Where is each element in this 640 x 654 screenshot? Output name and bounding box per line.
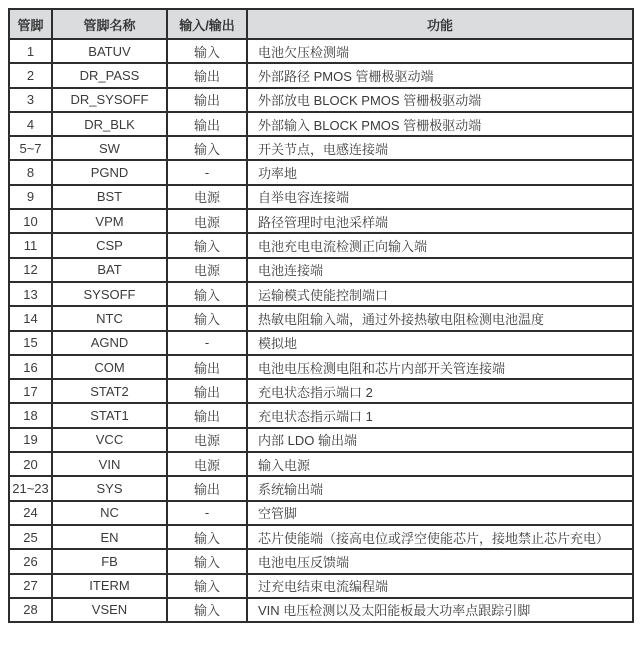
pin-cell: 11: [9, 233, 52, 257]
function-cell: 功率地: [247, 160, 633, 184]
table-header-row: [9, 9, 633, 39]
io-cell: 输入: [167, 574, 247, 598]
io-cell: 输出: [167, 112, 247, 136]
column-header-pin: 管脚: [9, 9, 52, 39]
pin-name-cell: VPM: [52, 209, 167, 233]
function-cell: 外部输入 BLOCK PMOS 管栅极驱动端: [247, 112, 633, 136]
io-cell: 输入: [167, 525, 247, 549]
io-cell: 输入: [167, 306, 247, 330]
io-cell: -: [167, 331, 247, 355]
table-row: [9, 136, 633, 160]
table-row: [9, 574, 633, 598]
function-cell: 电池电压检测电阻和芯片内部开关管连接端: [247, 355, 633, 379]
function-cell: 芯片使能端（接高电位或浮空使能芯片，接地禁止芯片充电）: [247, 525, 633, 549]
pin-cell: 9: [9, 185, 52, 209]
pin-name-cell: VSEN: [52, 598, 167, 622]
io-cell: 输入: [167, 39, 247, 63]
pin-cell: 19: [9, 428, 52, 452]
io-cell: -: [167, 160, 247, 184]
io-cell: 输入: [167, 549, 247, 573]
function-cell: 外部路径 PMOS 管栅极驱动端: [247, 63, 633, 87]
io-cell: 电源: [167, 428, 247, 452]
pin-name-cell: DR_BLK: [52, 112, 167, 136]
table-row: [9, 476, 633, 500]
pin-cell: 10: [9, 209, 52, 233]
function-cell: 电池欠压检测端: [247, 39, 633, 63]
table-row: [9, 282, 633, 306]
io-cell: 电源: [167, 185, 247, 209]
pin-cell: 2: [9, 63, 52, 87]
pin-cell: 21~23: [9, 476, 52, 500]
pin-cell: 16: [9, 355, 52, 379]
table-row: [9, 403, 633, 427]
io-cell: 电源: [167, 258, 247, 282]
pin-name-cell: SYSOFF: [52, 282, 167, 306]
pin-cell: 24: [9, 501, 52, 525]
pin-name-cell: NC: [52, 501, 167, 525]
table-row: [9, 185, 633, 209]
function-cell: 充电状态指示端口 2: [247, 379, 633, 403]
table-row: [9, 160, 633, 184]
pin-cell: 17: [9, 379, 52, 403]
function-cell: 外部放电 BLOCK PMOS 管栅极驱动端: [247, 88, 633, 112]
pin-name-cell: PGND: [52, 160, 167, 184]
function-cell: 自举电容连接端: [247, 185, 633, 209]
pin-name-cell: STAT1: [52, 403, 167, 427]
pin-cell: 15: [9, 331, 52, 355]
io-cell: 输入: [167, 598, 247, 622]
pin-name-cell: FB: [52, 549, 167, 573]
io-cell: 电源: [167, 452, 247, 476]
pin-cell: 26: [9, 549, 52, 573]
pin-cell: 14: [9, 306, 52, 330]
function-cell: 输入电源: [247, 452, 633, 476]
table-row: [9, 331, 633, 355]
function-cell: 模拟地: [247, 331, 633, 355]
io-cell: 输出: [167, 355, 247, 379]
pin-name-cell: STAT2: [52, 379, 167, 403]
table-row: [9, 452, 633, 476]
function-cell: 电池充电电流检测正向输入端: [247, 233, 633, 257]
function-cell: 电池电压反馈端: [247, 549, 633, 573]
function-cell: 过充电结束电流编程端: [247, 574, 633, 598]
function-cell: 开关节点，电感连接端: [247, 136, 633, 160]
io-cell: 输入: [167, 136, 247, 160]
table-row: [9, 88, 633, 112]
column-header-function: 功能: [247, 9, 633, 39]
column-header-io: 输入/输出: [167, 9, 247, 39]
io-cell: -: [167, 501, 247, 525]
table-row: [9, 258, 633, 282]
pin-name-cell: VIN: [52, 452, 167, 476]
pin-name-cell: EN: [52, 525, 167, 549]
pin-table-container: [8, 8, 634, 623]
table-row: [9, 501, 633, 525]
pin-cell: 13: [9, 282, 52, 306]
function-cell: 内部 LDO 输出端: [247, 428, 633, 452]
io-cell: 输出: [167, 476, 247, 500]
table-body: [9, 39, 633, 622]
pin-name-cell: VCC: [52, 428, 167, 452]
function-cell: 空管脚: [247, 501, 633, 525]
table-row: [9, 549, 633, 573]
pin-name-cell: AGND: [52, 331, 167, 355]
table-row: [9, 428, 633, 452]
function-cell: 系统输出端: [247, 476, 633, 500]
pin-name-cell: NTC: [52, 306, 167, 330]
table-header: [9, 9, 633, 39]
pin-cell: 18: [9, 403, 52, 427]
io-cell: 电源: [167, 209, 247, 233]
pin-name-cell: SW: [52, 136, 167, 160]
pin-cell: 25: [9, 525, 52, 549]
pin-cell: 5~7: [9, 136, 52, 160]
table-row: [9, 63, 633, 87]
function-cell: 运输模式使能控制端口: [247, 282, 633, 306]
pin-name-cell: DR_PASS: [52, 63, 167, 87]
pin-name-cell: ITERM: [52, 574, 167, 598]
table-row: [9, 233, 633, 257]
io-cell: 输入: [167, 233, 247, 257]
pin-name-cell: CSP: [52, 233, 167, 257]
table-row: [9, 379, 633, 403]
function-cell: 充电状态指示端口 1: [247, 403, 633, 427]
pin-cell: 3: [9, 88, 52, 112]
pin-cell: 12: [9, 258, 52, 282]
pin-cell: 8: [9, 160, 52, 184]
table-row: [9, 112, 633, 136]
pin-name-cell: BST: [52, 185, 167, 209]
function-cell: 路径管理时电池采样端: [247, 209, 633, 233]
table-row: [9, 355, 633, 379]
io-cell: 输出: [167, 63, 247, 87]
function-cell: 热敏电阻输入端，通过外接热敏电阻检测电池温度: [247, 306, 633, 330]
pin-cell: 27: [9, 574, 52, 598]
pin-cell: 4: [9, 112, 52, 136]
io-cell: 输出: [167, 403, 247, 427]
column-header-pin-name: 管脚名称: [52, 9, 167, 39]
table-row: [9, 306, 633, 330]
pin-name-cell: COM: [52, 355, 167, 379]
function-cell: VIN 电压检测以及太阳能板最大功率点跟踪引脚: [247, 598, 633, 622]
io-cell: 输出: [167, 379, 247, 403]
table-row: [9, 525, 633, 549]
table-row: [9, 598, 633, 622]
pin-cell: 28: [9, 598, 52, 622]
function-cell: 电池连接端: [247, 258, 633, 282]
pin-cell: 1: [9, 39, 52, 63]
pin-name-cell: BATUV: [52, 39, 167, 63]
io-cell: 输入: [167, 282, 247, 306]
pin-name-cell: BAT: [52, 258, 167, 282]
pin-function-table: [8, 8, 634, 623]
table-row: [9, 209, 633, 233]
table-row: [9, 39, 633, 63]
pin-name-cell: DR_SYSOFF: [52, 88, 167, 112]
pin-name-cell: SYS: [52, 476, 167, 500]
pin-cell: 20: [9, 452, 52, 476]
io-cell: 输出: [167, 88, 247, 112]
